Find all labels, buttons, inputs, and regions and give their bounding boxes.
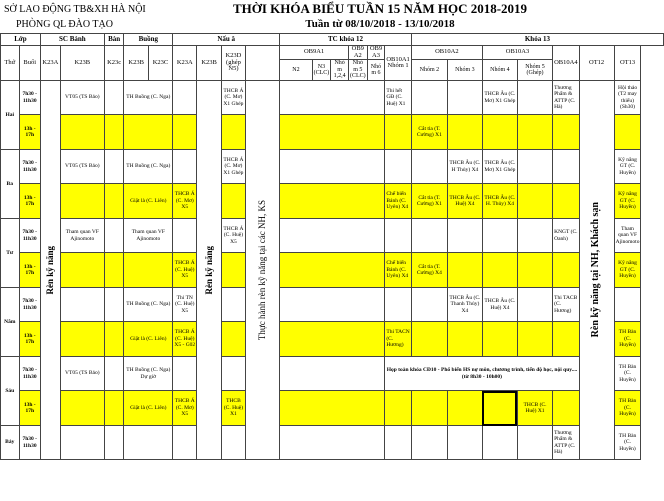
office-name: PHÒNG QL ĐÀO TẠO <box>16 19 113 30</box>
cell[interactable] <box>482 253 517 288</box>
col-n5: Nhó m 5 (CLC) <box>349 60 366 80</box>
cell[interactable]: TH Buồng (C. Nga) <box>124 288 173 322</box>
day-hai: Hai <box>1 81 20 150</box>
cell[interactable]: VT05 (TS Bảo) <box>60 81 104 115</box>
cell[interactable] <box>173 219 197 253</box>
cell[interactable]: Giặt là (C. Liên) <box>124 184 173 219</box>
cell[interactable] <box>60 288 104 322</box>
cell[interactable]: TH Bàn (C. Huyền) <box>614 391 641 426</box>
cell[interactable] <box>280 357 385 391</box>
col-lop: Lớp <box>1 34 41 46</box>
cell[interactable]: Cắt tỉa (T. Cường) X1 <box>411 115 447 150</box>
col-nhom3: Nhóm 3 <box>447 60 482 81</box>
col-k23a-2: K23A <box>173 46 197 81</box>
cell[interactable] <box>411 322 447 357</box>
cell[interactable]: THCB Á (C. Mơ) X1 Ghép <box>221 81 245 115</box>
cell[interactable] <box>124 115 173 150</box>
cell[interactable]: Thi TACN (C. Hương) <box>385 322 411 357</box>
cell[interactable]: Cắt tỉa (T. Cường) X1 <box>411 184 447 219</box>
cell[interactable] <box>411 150 447 184</box>
cell[interactable] <box>517 219 552 253</box>
col-sc-banh: SC Bánh <box>40 34 104 46</box>
cell[interactable] <box>280 391 385 426</box>
day-tu: Tư <box>1 219 20 288</box>
cell[interactable] <box>173 81 197 115</box>
cell[interactable] <box>280 115 385 150</box>
col-thu: Thứ <box>1 46 20 81</box>
col-n6: Nhó m 6 <box>367 60 385 81</box>
col-ob9a1: OB9A1 <box>280 46 349 60</box>
cell[interactable] <box>517 288 552 322</box>
cell[interactable] <box>482 219 517 253</box>
cell[interactable] <box>104 357 124 391</box>
cell[interactable] <box>517 184 552 219</box>
page-title: THỜI KHÓA BIỂU TUẦN 15 NĂM HỌC 2018-2019 <box>232 1 528 16</box>
session-time: 13h - 17h <box>19 253 40 288</box>
cell[interactable] <box>553 322 579 357</box>
cell[interactable] <box>553 391 579 426</box>
merged-ren-ky-nang-1: Rèn kỹ năng <box>40 81 60 460</box>
cell[interactable]: KNGT (C. Oanh) <box>553 219 579 253</box>
cell[interactable] <box>280 81 385 115</box>
cell[interactable]: TH Bàn (C. Huyền) <box>614 426 641 460</box>
cell[interactable] <box>447 81 482 115</box>
cell[interactable] <box>447 253 482 288</box>
cell[interactable] <box>517 426 552 460</box>
cell[interactable] <box>173 150 197 184</box>
cell[interactable]: THCB Á (C. Mơ) X1 Ghép <box>221 150 245 184</box>
cell[interactable]: THCB Âu (C. Mơ) X1 Ghép <box>482 81 517 115</box>
col-ob10a4: OB10A4 <box>553 46 579 81</box>
cell[interactable]: THCB Âu (C. Thanh Thủy) X4 <box>447 288 482 322</box>
cell[interactable] <box>447 426 482 460</box>
day-bay: Bảy <box>1 426 20 460</box>
col-k23b-3: K23B <box>197 46 221 81</box>
selected-cell[interactable] <box>482 391 517 426</box>
cell[interactable] <box>482 115 517 150</box>
cell[interactable] <box>60 184 104 219</box>
cell[interactable] <box>60 115 104 150</box>
cell[interactable] <box>447 391 482 426</box>
week-range: Tuần từ 08/10/2018 - 13/10/2018 <box>305 18 455 30</box>
col-ob9a3: OB9 A3 <box>367 46 385 60</box>
cell[interactable] <box>60 322 104 357</box>
cell[interactable]: THCB Á (C. Mơ) X5 <box>173 184 197 219</box>
col-buong: Buồng <box>124 34 173 46</box>
cell[interactable] <box>280 288 385 322</box>
cell[interactable] <box>614 288 641 322</box>
col-ob9a2: OB9 A2 <box>348 46 367 60</box>
cell[interactable] <box>385 288 411 322</box>
col-ban: Bàn <box>104 34 124 46</box>
cell[interactable] <box>104 184 124 219</box>
cell[interactable] <box>517 322 552 357</box>
cell[interactable]: TH Buồng (C. Nga) <box>124 150 173 184</box>
cell[interactable] <box>104 219 124 253</box>
col-ot12: OT12 <box>579 46 614 81</box>
col-nhom4: Nhóm 4 <box>482 60 517 81</box>
col-ob10a2: OB10A2 <box>411 46 482 60</box>
day-nam: Năm <box>1 288 20 357</box>
cell[interactable] <box>614 115 641 150</box>
cell[interactable] <box>221 115 245 150</box>
cell[interactable]: Kỹ năng GT (C. Huyền) <box>614 253 641 288</box>
cell[interactable]: TH Buồng (C. Nga) <box>124 81 173 115</box>
cell[interactable] <box>517 81 552 115</box>
cell[interactable]: Giặt là (C. Liên) <box>124 322 173 357</box>
cell[interactable] <box>280 219 385 253</box>
session-time: 13h - 17h <box>19 184 40 219</box>
cell[interactable] <box>124 253 173 288</box>
cell[interactable] <box>411 426 447 460</box>
cell[interactable]: TH Bàn (C. Huyền) <box>614 322 641 357</box>
merged-ren-ky-nang-2: Rèn kỹ năng <box>197 81 221 460</box>
cell[interactable] <box>104 115 124 150</box>
timetable <box>0 33 664 460</box>
cell[interactable]: Giặt là (C. Liên) <box>124 391 173 426</box>
cell[interactable] <box>104 391 124 426</box>
cell[interactable] <box>385 115 411 150</box>
cell[interactable]: THCB Á (C. Huệ) X5 <box>221 219 245 253</box>
cell[interactable] <box>173 426 197 460</box>
cell[interactable] <box>553 184 579 219</box>
col-tc-khoa12: TC khóa 12 <box>280 34 412 46</box>
cell[interactable] <box>221 322 245 357</box>
cell[interactable]: THCB (C. Huệ) X1 <box>221 391 245 426</box>
cell[interactable]: VT05 (TS Bảo) <box>60 357 104 391</box>
cell[interactable] <box>411 219 447 253</box>
cell[interactable] <box>447 322 482 357</box>
cell[interactable] <box>517 150 552 184</box>
session-time: 7h30 - 11h30 <box>19 288 40 322</box>
session-time: 7h30 - 11h30 <box>19 81 40 115</box>
session-time: 7h30 - 11h30 <box>19 357 40 391</box>
session-time: 7h30 - 11h30 <box>19 219 40 253</box>
cell[interactable] <box>173 357 197 391</box>
cell[interactable] <box>280 253 385 288</box>
cell[interactable]: THCB Âu (C. H. Thủy) X4 <box>482 184 517 219</box>
cell[interactable]: Tham quan VF Ajinomoto <box>60 219 104 253</box>
cell[interactable]: Thương Phẩm & ATTP (C. Hà) <box>553 81 579 115</box>
cell[interactable] <box>411 81 447 115</box>
col-nau-an: Nấu ă <box>173 34 280 46</box>
cell[interactable] <box>104 253 124 288</box>
cell[interactable]: Kỹ năng GT (C. Huyền) <box>614 184 641 219</box>
col-k23b-1: K23B <box>60 46 104 81</box>
session-time: 13h - 17h <box>19 391 40 426</box>
cell[interactable]: THCB Âu (C. Huệ) X4 <box>447 184 482 219</box>
cell[interactable] <box>447 115 482 150</box>
cell[interactable] <box>482 322 517 357</box>
cell[interactable]: VT05 (TS Bảo) <box>60 150 104 184</box>
cell[interactable]: THCB Á (C. Huệ) X5 <box>173 253 197 288</box>
cell[interactable] <box>104 288 124 322</box>
cell[interactable] <box>447 219 482 253</box>
cell[interactable] <box>124 426 173 460</box>
cell[interactable] <box>173 115 197 150</box>
session-time: 13h - 17h <box>19 322 40 357</box>
cell[interactable] <box>385 391 411 426</box>
cell[interactable] <box>221 184 245 219</box>
cell[interactable]: Kỹ năng GT (C. Huyền) <box>614 150 641 184</box>
col-ob10a1: OB10A1 Nhóm 1 <box>385 46 411 81</box>
col-buoi: Buổi <box>19 46 40 81</box>
cell[interactable]: THCB (C. Huệ) X1 <box>517 391 552 426</box>
header-left <box>4 2 244 32</box>
day-ba: Ba <box>1 150 20 219</box>
day-sau: Sáu <box>1 357 20 426</box>
cell[interactable]: Tham quan VF Ajinomoto <box>614 219 641 253</box>
cell[interactable] <box>60 391 104 426</box>
cell[interactable] <box>517 115 552 150</box>
cell[interactable] <box>221 426 245 460</box>
col-k23c-1: K23c <box>104 46 124 81</box>
cell[interactable]: TH Bàn (C. Huyền) <box>614 357 641 391</box>
col-n3: N3 (CLC) <box>312 60 331 81</box>
col-khoa13: Khóa 13 <box>411 34 663 46</box>
cell[interactable] <box>60 253 104 288</box>
cell[interactable]: Cắt tỉa (T. Cường) X4 <box>411 253 447 288</box>
cell[interactable]: THCB Á (C. Mơ) X5 <box>173 391 197 426</box>
cell-merged-ob10-meeting[interactable]: Họp toàn khóa CĐ10 - Phổ biến HS nợ môn, chương trình, tiến độ học, nội quy.... (từ 8h30 - 10h00) <box>385 357 579 391</box>
session-time: 7h30 - 11h30 <box>19 150 40 184</box>
cell[interactable] <box>280 184 385 219</box>
cell[interactable] <box>104 426 124 460</box>
cell[interactable] <box>60 426 104 460</box>
col-nhom5: Nhóm 5 (Ghép) <box>517 60 552 81</box>
cell[interactable] <box>553 150 579 184</box>
cell[interactable] <box>221 288 245 322</box>
ministry-name: SỞ LAO ĐỘNG TB&XH HÀ NỘI <box>4 4 146 15</box>
cell[interactable]: TH Buồng (C. Nga) Dự giờ <box>124 357 173 391</box>
col-k23b-2: K23B <box>124 46 148 81</box>
cell[interactable]: Thi TN (C. Huệ) X5 <box>173 288 197 322</box>
cell[interactable] <box>411 288 447 322</box>
cell[interactable] <box>553 115 579 150</box>
cell[interactable]: Thi TACB (C. Hương) <box>553 288 579 322</box>
cell[interactable] <box>385 219 411 253</box>
cell[interactable] <box>280 426 385 460</box>
cell[interactable] <box>553 253 579 288</box>
cell[interactable]: Chế biến Bánh (C. Uyên) X4 <box>385 253 411 288</box>
cell[interactable]: Thi hết GĐ (C. Huệ) X1 <box>385 81 411 115</box>
col-n124: Nhó m 1,2,4 <box>331 60 349 81</box>
cell[interactable] <box>104 322 124 357</box>
cell[interactable] <box>517 253 552 288</box>
cell[interactable]: Thương Phẩm & ATTP (C. Hà) <box>553 426 579 460</box>
col-ob10a3: OB10A3 <box>482 46 552 60</box>
cell[interactable] <box>482 426 517 460</box>
cell[interactable]: Hội thảo (T2 may thiếu) (Sh30) <box>614 81 641 115</box>
col-k23a-1: K23A <box>40 46 60 81</box>
cell[interactable]: Chế biến Bánh (C. Uyên) X4 <box>385 184 411 219</box>
session-time: 7h30 - 11h30 <box>19 426 40 460</box>
cell[interactable] <box>221 253 245 288</box>
cell[interactable] <box>221 357 245 391</box>
cell[interactable]: THCB Âu (C. H Thủy) X4 <box>447 150 482 184</box>
cell[interactable]: Tham quan VF Ajinomoto <box>124 219 173 253</box>
cell[interactable] <box>411 391 447 426</box>
cell[interactable]: THCB Á (C. Huệ) X5 - G02 <box>173 322 197 357</box>
cell[interactable]: THCB Âu (C. Huệ) X4 <box>482 288 517 322</box>
col-k23d: K23D (ghép N5) <box>221 46 245 81</box>
cell[interactable] <box>104 150 124 184</box>
cell[interactable] <box>104 81 124 115</box>
col-thuc-hanh-header <box>246 46 280 81</box>
cell[interactable] <box>385 426 411 460</box>
col-ot13: OT13 <box>614 46 641 81</box>
cell[interactable] <box>280 322 385 357</box>
merged-thuc-hanh: Thực hành rèn kỹ năng tại các NH, KS <box>246 81 280 460</box>
col-nhom2: Nhóm 2 <box>411 60 447 81</box>
cell[interactable] <box>385 150 411 184</box>
col-k23c-2: K23C <box>148 46 172 81</box>
cell[interactable]: THCB Âu (C. Mơ) X1 Ghép <box>482 150 517 184</box>
cell[interactable] <box>280 150 385 184</box>
col-n2: N2 <box>280 60 312 81</box>
merged-ren-ky-nang-nh: Rèn kỹ năng tại NH, Khách sạn <box>579 81 614 460</box>
session-time: 13h - 17h <box>19 115 40 150</box>
